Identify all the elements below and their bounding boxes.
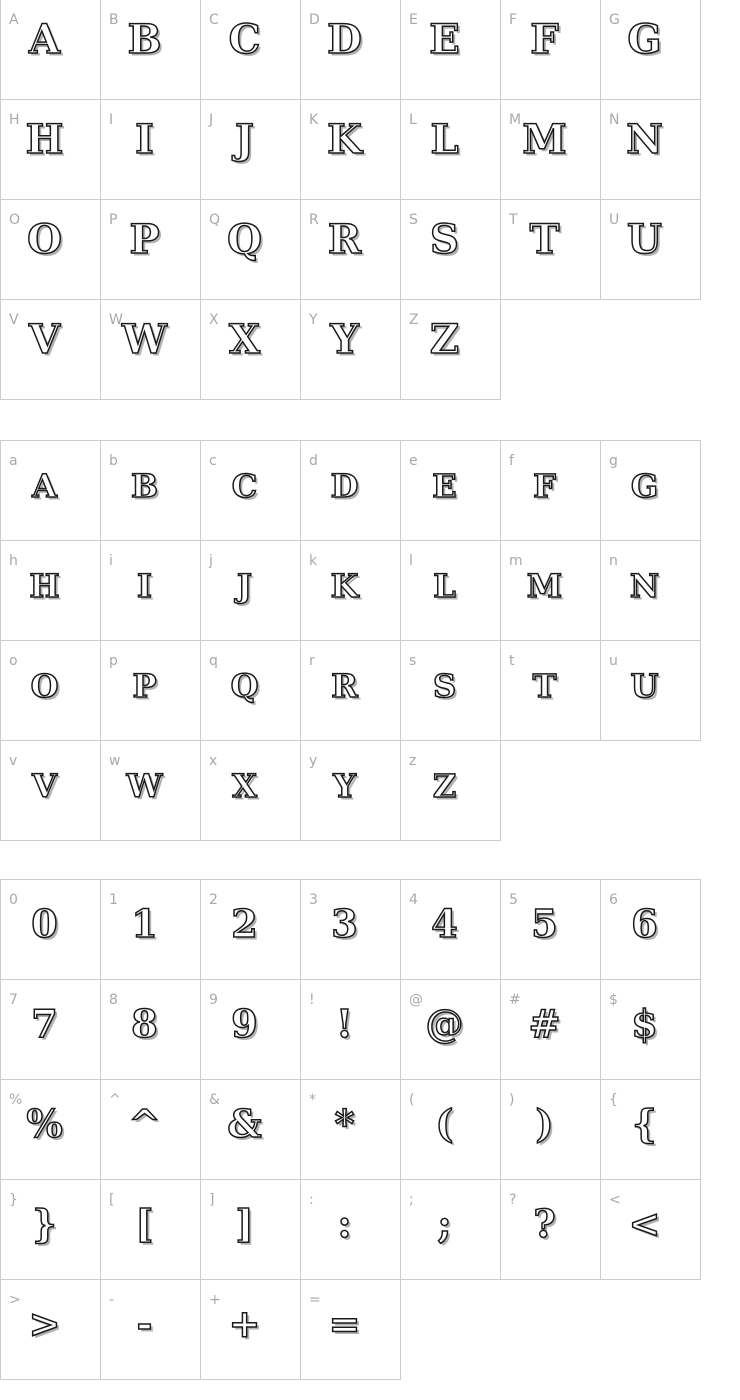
glyph: X (228, 316, 261, 363)
cell-label: u (609, 653, 618, 669)
glyph: L (430, 116, 459, 163)
cell-label: T (509, 212, 518, 228)
cell-label: 5 (509, 892, 518, 908)
glyph-cell (1, 0, 101, 100)
glyph-cell (1, 100, 101, 200)
glyph-cell (501, 880, 601, 980)
glyph: K (327, 116, 362, 163)
glyph: 7 (31, 1001, 58, 1046)
glyph: { (632, 1101, 657, 1146)
glyph: G (630, 467, 659, 505)
glyph: V (32, 767, 57, 805)
cell-label: i (109, 553, 113, 569)
glyph-cell (1, 300, 101, 400)
glyph: = (328, 1301, 361, 1346)
glyph-cell (401, 300, 501, 400)
glyph-cell (301, 0, 401, 100)
cell-label: G (609, 12, 620, 28)
glyph: T (532, 667, 557, 705)
cell-label: r (309, 653, 315, 669)
cell-label: ] (209, 1192, 215, 1208)
cell-label: v (9, 753, 18, 769)
glyph: [ (135, 1201, 154, 1246)
glyph: I (137, 567, 152, 605)
cell-label: j (209, 553, 213, 569)
glyph-cell (201, 880, 301, 980)
glyph: O (27, 216, 62, 263)
cell-label: { (609, 1092, 618, 1108)
glyph: H (25, 116, 64, 163)
glyph: Z (432, 767, 457, 805)
glyph: ) (535, 1101, 554, 1146)
glyph: Q (227, 216, 262, 263)
glyph-cell (601, 880, 701, 980)
cell-label: 9 (209, 992, 218, 1008)
cell-label: g (609, 453, 618, 469)
cell-label: Q (209, 212, 221, 228)
cell-label: I (109, 112, 114, 128)
cell-label: N (609, 112, 620, 128)
glyph: A (32, 467, 57, 505)
glyph-cell (1, 441, 101, 541)
cell-label: J (209, 112, 214, 128)
cell-label: 0 (9, 892, 18, 908)
cell-label: H (9, 112, 20, 128)
glyph: @ (425, 1001, 464, 1046)
cell-label: z (409, 753, 417, 769)
glyph-cell (601, 200, 701, 300)
glyph: M (522, 116, 567, 163)
cell-label: } (9, 1192, 18, 1208)
glyph: ; (437, 1201, 452, 1246)
glyph: D (330, 467, 359, 505)
glyph: S (430, 216, 459, 263)
cell-label: U (609, 212, 620, 228)
cell-label: w (109, 753, 121, 769)
glyph: Y (333, 767, 356, 805)
cell-label: 8 (109, 992, 118, 1008)
glyph-cell (1, 1280, 101, 1380)
glyph: 0 (31, 901, 58, 946)
cell-label: ? (509, 1192, 517, 1208)
glyph-cell (301, 741, 401, 841)
glyph: P (129, 216, 160, 263)
glyph-cell (101, 880, 201, 980)
glyph-cell (301, 100, 401, 200)
cell-label: # (509, 992, 521, 1008)
glyph: ! (336, 1001, 353, 1046)
glyph-cell (401, 0, 501, 100)
glyph-cell (601, 1180, 701, 1280)
cell-label: = (309, 1292, 321, 1308)
glyph: % (26, 1101, 63, 1146)
glyph: N (626, 116, 663, 163)
glyph: T (529, 216, 560, 263)
cell-label: t (509, 653, 515, 669)
cell-label: 3 (309, 892, 318, 908)
cell-label: + (209, 1292, 221, 1308)
glyph-grid-lowercase (0, 440, 701, 841)
glyph-cell (101, 300, 201, 400)
glyph-cell (201, 1280, 301, 1380)
cell-label: x (209, 753, 218, 769)
glyph: C (231, 467, 258, 505)
cell-label: % (9, 1092, 23, 1108)
glyph-cell (601, 0, 701, 100)
cell-label: h (9, 553, 18, 569)
cell-label: l (409, 553, 413, 569)
cell-label: d (309, 453, 318, 469)
glyph-cell (601, 1080, 701, 1180)
glyph-cell (301, 1180, 401, 1280)
glyph-cell (1, 541, 101, 641)
cell-label: L (409, 112, 417, 128)
glyph-cell (101, 541, 201, 641)
cell-label: C (209, 12, 219, 28)
cell-label: E (409, 12, 418, 28)
glyph: U (630, 667, 659, 705)
glyph: F (533, 467, 556, 505)
glyph: B (130, 467, 159, 505)
glyph: L (433, 567, 456, 605)
cell-label: & (209, 1092, 220, 1108)
glyph: $ (631, 1001, 658, 1046)
glyph-cell (301, 980, 401, 1080)
glyph: # (528, 1001, 561, 1046)
cell-label: o (9, 653, 18, 669)
glyph: Y (330, 316, 359, 363)
glyph-cell (1, 1180, 101, 1280)
glyph-cell (101, 441, 201, 541)
glyph: > (28, 1301, 61, 1346)
glyph-cell (301, 880, 401, 980)
cell-label: $ (609, 992, 618, 1008)
glyph-cell (601, 441, 701, 541)
glyph-cell (401, 641, 501, 741)
glyph-cell (201, 300, 301, 400)
cell-label: * (309, 1092, 316, 1108)
cell-label: [ (109, 1192, 115, 1208)
glyph: & (227, 1101, 262, 1146)
glyph-cell (501, 1180, 601, 1280)
glyph-cell (201, 980, 301, 1080)
glyph: S (432, 667, 457, 705)
glyph: : (337, 1201, 352, 1246)
glyph-cell (501, 0, 601, 100)
glyph-cell (101, 980, 201, 1080)
cell-label: K (309, 112, 319, 128)
glyph-cell (101, 641, 201, 741)
cell-label: k (309, 553, 318, 569)
cell-label: B (109, 12, 119, 28)
cell-label: P (109, 212, 118, 228)
glyph-cell (501, 980, 601, 1080)
cell-label: y (309, 753, 318, 769)
glyph-cell (401, 880, 501, 980)
glyph: H (29, 567, 60, 605)
glyph: 3 (331, 901, 358, 946)
cell-label: R (309, 212, 319, 228)
glyph-cell (201, 1180, 301, 1280)
glyph: 5 (531, 901, 558, 946)
glyph: P (132, 667, 157, 705)
glyph-cell (401, 200, 501, 300)
glyph: - (136, 1301, 153, 1346)
glyph: ^ (128, 1101, 161, 1146)
glyph-cell (201, 741, 301, 841)
cell-label: W (109, 312, 123, 328)
glyph: O (30, 667, 59, 705)
cell-label: Y (309, 312, 318, 328)
glyph: N (629, 567, 660, 605)
glyph-cell (301, 200, 401, 300)
glyph-cell (1, 880, 101, 980)
glyph-cell (401, 1080, 501, 1180)
glyph-cell (201, 100, 301, 200)
glyph: A (28, 16, 61, 63)
cell-label: - (109, 1292, 115, 1308)
glyph: X (232, 767, 257, 805)
glyph: + (228, 1301, 261, 1346)
glyph-cell (201, 0, 301, 100)
glyph-cell (101, 1280, 201, 1380)
glyph: K (330, 567, 359, 605)
glyph-cell (1, 1080, 101, 1180)
glyph: R (331, 667, 358, 705)
glyph: J (235, 116, 254, 163)
glyph: Q (230, 667, 259, 705)
glyph-cell (101, 1080, 201, 1180)
cell-label: @ (409, 992, 423, 1008)
glyph: ? (533, 1201, 556, 1246)
cell-label: q (209, 653, 218, 669)
cell-label: V (9, 312, 19, 328)
cell-label: p (109, 653, 118, 669)
glyph: 2 (231, 901, 258, 946)
cell-label: F (509, 12, 518, 28)
glyph-cell (601, 980, 701, 1080)
glyph-cell (201, 1080, 301, 1180)
cell-label: A (9, 12, 19, 28)
cell-label: c (209, 453, 217, 469)
glyph: G (627, 16, 662, 63)
cell-label: a (9, 453, 18, 469)
glyph: ] (235, 1201, 254, 1246)
glyph: 6 (631, 901, 658, 946)
glyph-cell (301, 541, 401, 641)
glyph-cell (601, 100, 701, 200)
glyph: * (334, 1101, 355, 1146)
glyph-cell (401, 541, 501, 641)
cell-label: f (509, 453, 514, 469)
glyph-cell (601, 641, 701, 741)
glyph: 1 (131, 901, 158, 946)
cell-label: e (409, 453, 418, 469)
glyph: V (28, 316, 61, 363)
glyph: R (327, 216, 362, 263)
cell-label: s (409, 653, 417, 669)
glyph-cell (201, 441, 301, 541)
glyph-cell (601, 541, 701, 641)
cell-label: n (609, 553, 618, 569)
cell-label: 4 (409, 892, 418, 908)
glyph: F (530, 16, 559, 63)
glyph-cell (1, 741, 101, 841)
glyph-cell (501, 200, 601, 300)
glyph-cell (301, 441, 401, 541)
glyph-cell (501, 100, 601, 200)
glyph: C (228, 16, 261, 63)
glyph-grid-uppercase (0, 0, 701, 400)
glyph: } (32, 1201, 57, 1246)
glyph-cell (401, 980, 501, 1080)
glyph-cell (101, 200, 201, 300)
cell-label: 6 (609, 892, 618, 908)
glyph-cell (301, 1280, 401, 1380)
glyph: E (429, 16, 460, 63)
cell-label: 2 (209, 892, 218, 908)
cell-label: ! (309, 992, 315, 1008)
cell-label: 1 (109, 892, 118, 908)
glyph-cell (201, 641, 301, 741)
glyph: E (432, 467, 457, 505)
glyph: 4 (431, 901, 458, 946)
glyph: < (628, 1201, 661, 1246)
glyph: Z (429, 316, 460, 363)
glyph-grid-symbols (0, 879, 701, 1380)
cell-label: ^ (109, 1092, 121, 1108)
glyph-cell (1, 980, 101, 1080)
cell-label: S (409, 212, 418, 228)
glyph: B (127, 16, 162, 63)
cell-label: O (9, 212, 21, 228)
glyph-cell (501, 541, 601, 641)
glyph-cell (101, 1180, 201, 1280)
glyph-cell (401, 1180, 501, 1280)
cell-label: ; (409, 1192, 414, 1208)
glyph-cell (201, 200, 301, 300)
glyph: 8 (131, 1001, 158, 1046)
glyph-cell (101, 741, 201, 841)
cell-label: M (509, 112, 522, 128)
glyph-cell (401, 441, 501, 541)
glyph: J (236, 567, 253, 605)
cell-label: 7 (9, 992, 18, 1008)
cell-label: m (509, 553, 523, 569)
cell-label: Z (409, 312, 419, 328)
glyph: D (327, 16, 362, 63)
cell-label: X (209, 312, 219, 328)
glyph: 9 (231, 1001, 258, 1046)
glyph-cell (301, 1080, 401, 1180)
glyph: W (126, 767, 163, 805)
glyph-cell (1, 641, 101, 741)
glyph: M (526, 567, 563, 605)
cell-label: D (309, 12, 320, 28)
glyph-cell (401, 741, 501, 841)
cell-label: : (309, 1192, 314, 1208)
glyph-cell (501, 441, 601, 541)
cell-label: ( (409, 1092, 415, 1108)
glyph-cell (401, 100, 501, 200)
glyph-cell (101, 0, 201, 100)
glyph-cell (301, 641, 401, 741)
glyph-cell (301, 300, 401, 400)
glyph: U (627, 216, 662, 263)
glyph: ( (435, 1101, 454, 1146)
glyph-cell (201, 541, 301, 641)
cell-label: ) (509, 1092, 515, 1108)
glyph-cell (1, 200, 101, 300)
glyph: W (122, 316, 167, 363)
cell-label: b (109, 453, 118, 469)
cell-label: > (9, 1292, 21, 1308)
glyph-cell (101, 100, 201, 200)
glyph-cell (501, 1080, 601, 1180)
cell-label: < (609, 1192, 621, 1208)
glyph-cell (501, 641, 601, 741)
glyph: I (135, 116, 154, 163)
